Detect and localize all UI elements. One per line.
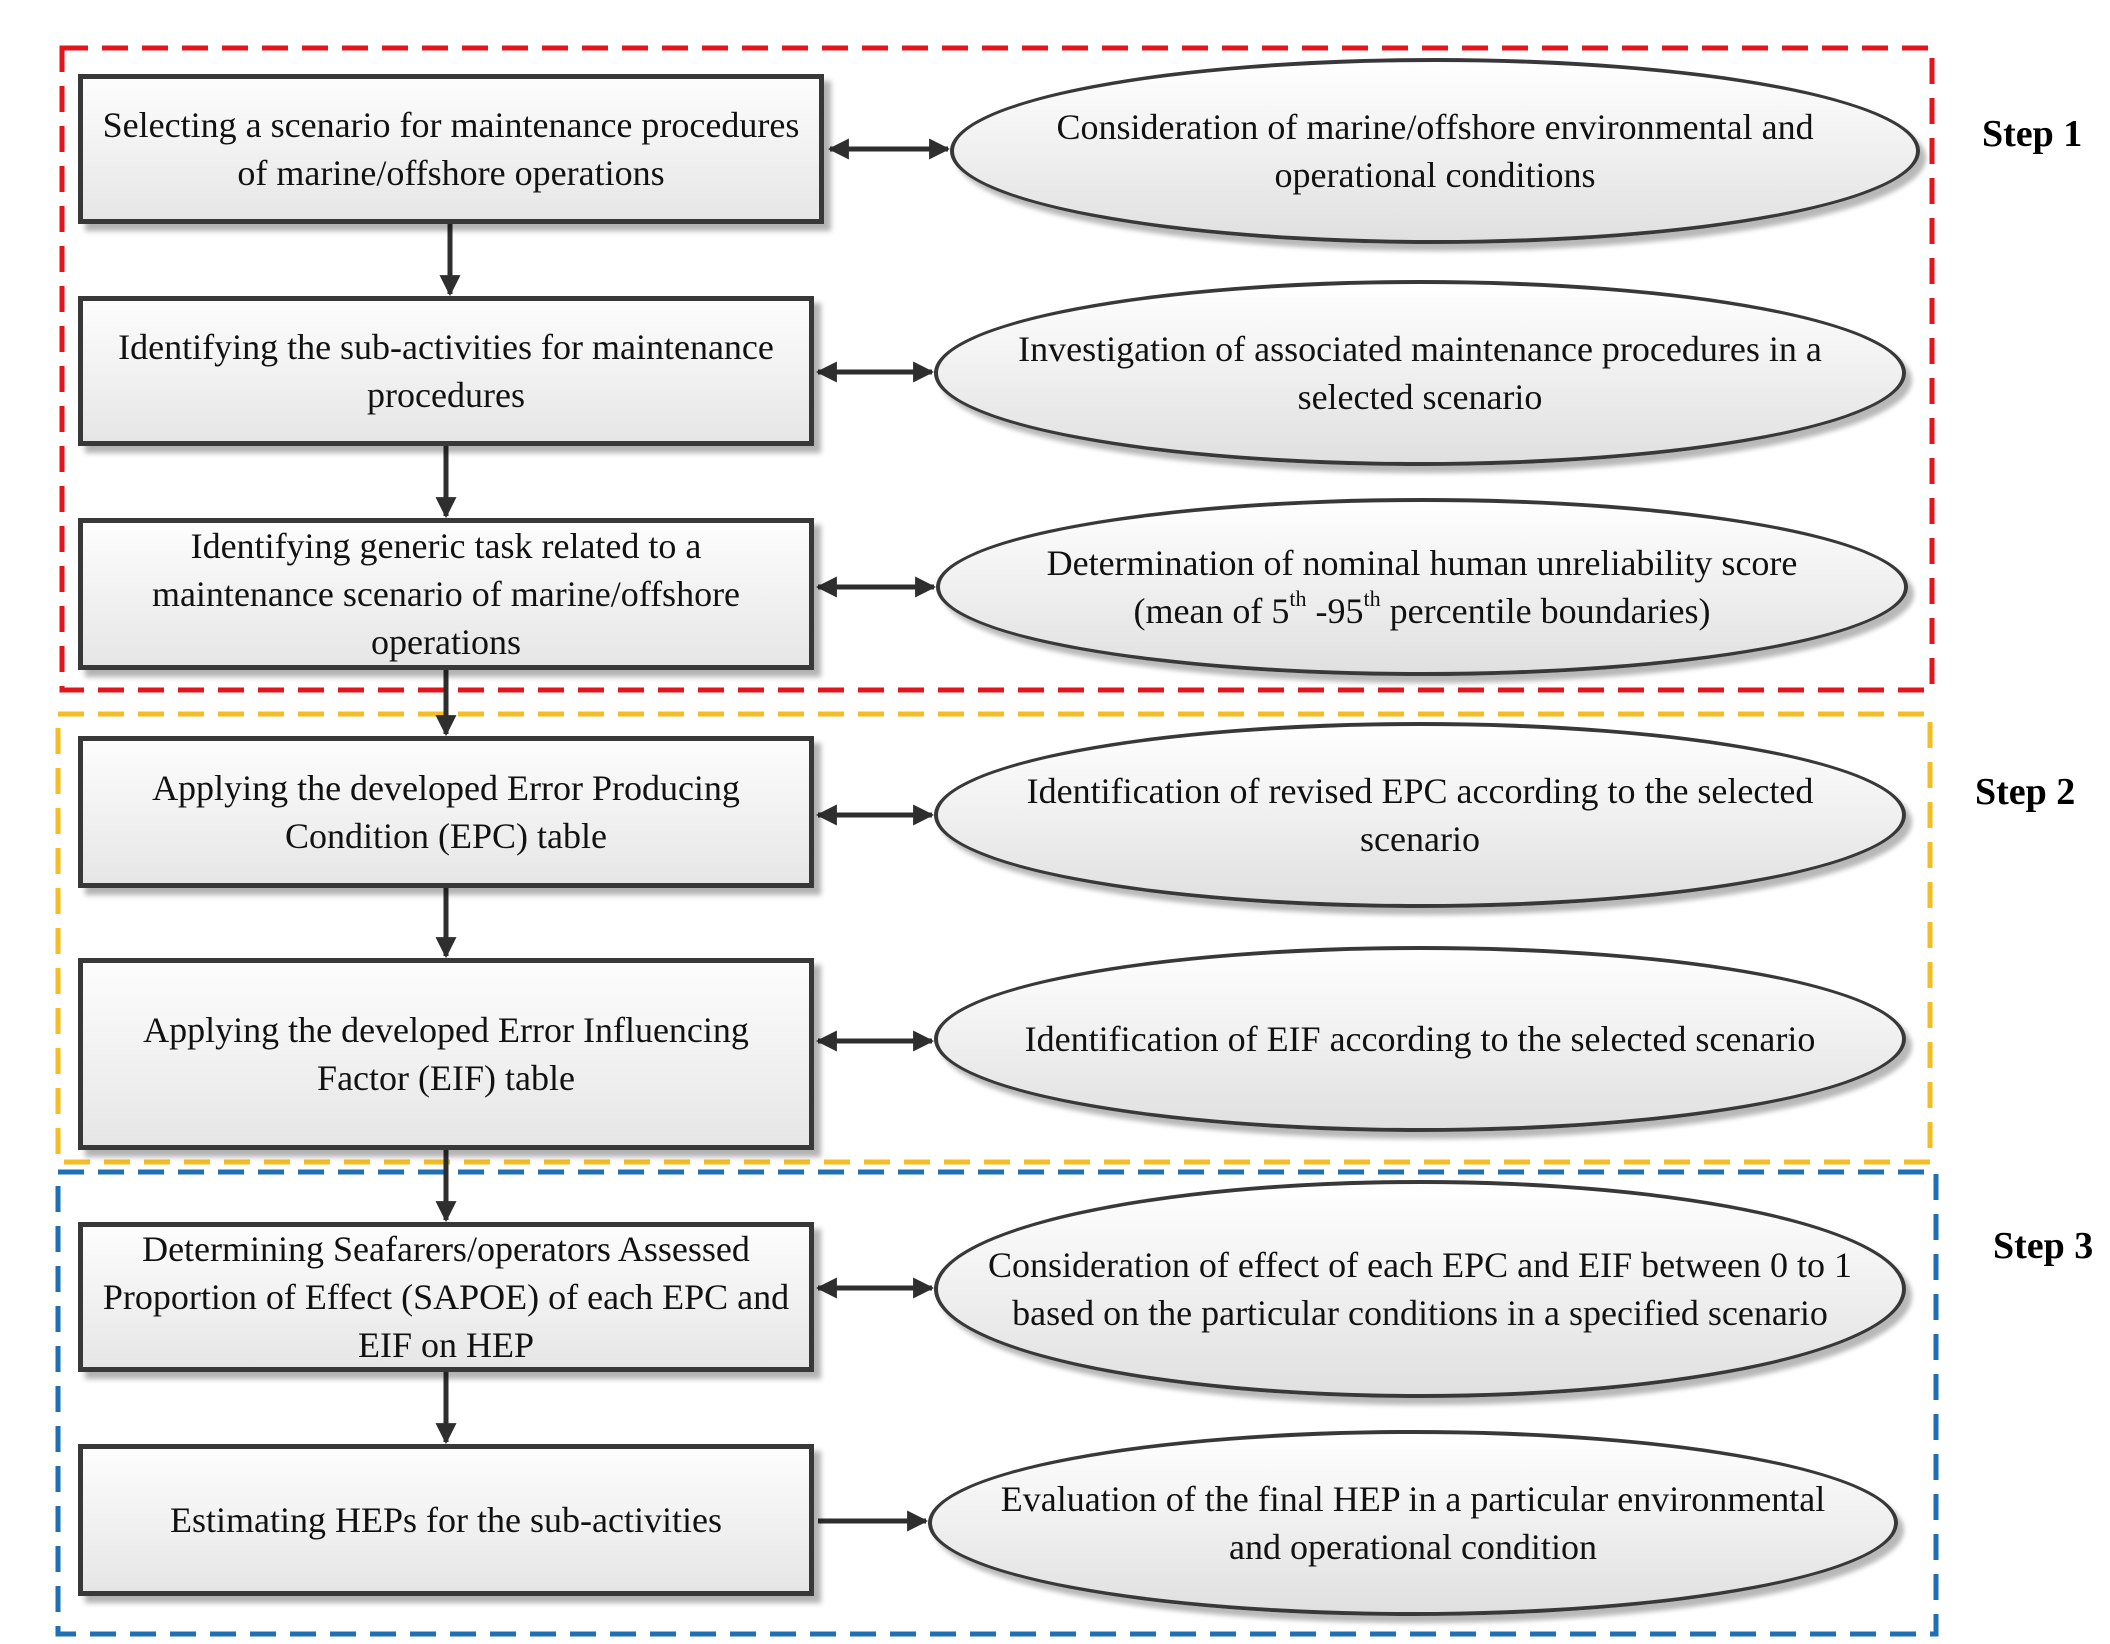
oval-text: Consideration of effect of each EPC and EIF between 0 to 1 based on the particular conditions in a specified scenario — [987, 1245, 1853, 1333]
oval-nominal-unreliability — [936, 498, 1908, 676]
oval-text-part-b: -95 — [1306, 591, 1364, 631]
oval-text: Identification of revised EPC according to the selected scenario — [1026, 771, 1814, 859]
oval-final-hep — [928, 1430, 1898, 1616]
oval-text-part-a: (mean of 5 — [1133, 591, 1290, 631]
oval-text: Identification of EIF according to the selected scenario — [1024, 1019, 1816, 1059]
process-box-estimate-heps — [78, 1444, 814, 1596]
superscript-th: th — [1289, 586, 1307, 611]
oval-environmental-conditions — [950, 58, 1920, 244]
step-2-label: Step 2 — [1975, 771, 2076, 813]
process-box-determine-sapoe — [78, 1222, 814, 1372]
process-box-text: Identifying the sub-activities for maintenance procedures — [118, 327, 774, 415]
oval-text-line1: Determination of nominal human unreliability score — [1046, 543, 1798, 583]
process-box-apply-epc — [78, 736, 814, 888]
process-box-select-scenario — [78, 74, 824, 224]
superscript-th: th — [1363, 586, 1381, 611]
process-box-text: Selecting a scenario for maintenance procedures of marine/offshore operations — [102, 105, 800, 193]
oval-maintenance-procedures — [934, 280, 1906, 466]
step-1-label: Step 1 — [1982, 113, 2083, 155]
step-3-label: Step 3 — [1993, 1225, 2094, 1267]
oval-text: Consideration of marine/offshore environmental and operational conditions — [1056, 107, 1814, 195]
oval-epc-eif-effect — [934, 1180, 1906, 1398]
process-box-generic-task — [78, 518, 814, 670]
oval-revised-epc — [934, 722, 1906, 908]
oval-text: Evaluation of the final HEP in a particular environmental and operational condition — [1000, 1479, 1826, 1567]
oval-text: Investigation of associated maintenance procedures in a selected scenario — [1018, 329, 1822, 417]
process-box-text: Estimating HEPs for the sub-activities — [170, 1500, 722, 1540]
oval-identify-eif — [934, 946, 1906, 1132]
oval-text — [1047, 539, 1798, 635]
process-box-text: Determining Seafarers/operators Assessed Proportion of Effect (SAPOE) of each EPC and EIF on HEP — [102, 1229, 790, 1365]
process-box-text: Applying the developed Error Producing Condition (EPC) table — [152, 768, 740, 856]
process-box-apply-eif — [78, 958, 814, 1150]
oval-text-part-c: percentile boundaries) — [1380, 591, 1711, 631]
process-box-text: Applying the developed Error Influencing Factor (EIF) table — [143, 1010, 749, 1098]
process-box-text: Identifying generic task related to a maintenance scenario of marine/offshore operations — [151, 526, 741, 662]
process-box-identify-sub-activities — [78, 296, 814, 446]
